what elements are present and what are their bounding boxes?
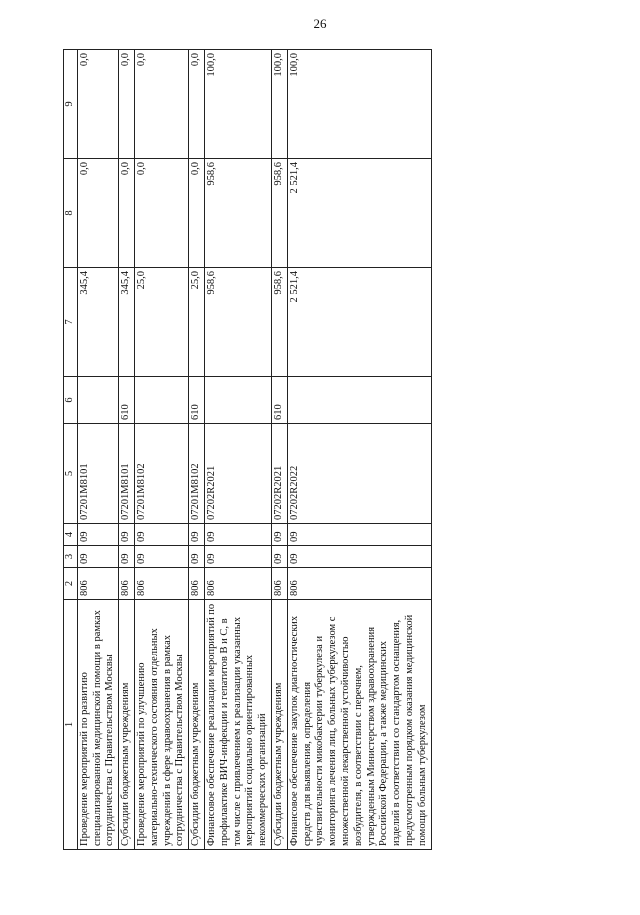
execution-percent: 0,0	[77, 50, 118, 159]
target-article-code: 07201М8102	[134, 424, 188, 524]
column-header: 6	[64, 377, 78, 424]
execution-percent: 0,0	[119, 50, 135, 159]
planned-amount: 2 521,4	[287, 268, 431, 377]
execution-percent: 0,0	[134, 50, 188, 159]
row-description: Субсидии бюджетным учреждениям	[119, 600, 135, 850]
planned-amount: 345,4	[77, 268, 118, 377]
ministry-code: 806	[189, 568, 205, 600]
expense-type-code: 610	[271, 377, 287, 424]
column-header: 3	[64, 546, 78, 568]
section-code: 09	[119, 546, 135, 568]
subsection-code: 09	[189, 524, 205, 546]
expense-type-code	[204, 377, 271, 424]
row-description: Проведение мероприятий по улучшению материально-технического состояния отдельных учреждений в сфере здравоохранения в рамках сотрудничества с Правительством Москвы	[134, 600, 188, 850]
table-row	[134, 50, 188, 850]
row-description: Финансовое обеспечение реализации мероприятий по профилактике ВИЧ-инфекции и гепатитов В и С, в том числе с привлечением к реализации указанных мероприятий социально ориентированных некоммерческих организаций	[204, 600, 271, 850]
expense-type-code: 610	[119, 377, 135, 424]
planned-amount: 958,6	[204, 268, 271, 377]
column-header: 7	[64, 268, 78, 377]
rotated-table-container	[63, 50, 428, 850]
ministry-code: 806	[77, 568, 118, 600]
subsection-code: 09	[77, 524, 118, 546]
target-article-code: 07202R2021	[271, 424, 287, 524]
section-code: 09	[189, 546, 205, 568]
table-row	[287, 50, 431, 850]
subsection-code: 09	[134, 524, 188, 546]
column-header: 8	[64, 159, 78, 268]
section-code: 09	[77, 546, 118, 568]
table-row	[119, 50, 135, 850]
target-article-code: 07202R2021	[204, 424, 271, 524]
target-article-code: 07201М8101	[77, 424, 118, 524]
expense-type-code	[134, 377, 188, 424]
ministry-code: 806	[271, 568, 287, 600]
subsection-code: 09	[119, 524, 135, 546]
row-description: Субсидии бюджетным учреждениям	[189, 600, 205, 850]
ministry-code: 806	[119, 568, 135, 600]
expense-type-code	[77, 377, 118, 424]
planned-amount: 25,0	[189, 268, 205, 377]
subsection-code: 09	[271, 524, 287, 546]
expense-type-code: 610	[189, 377, 205, 424]
planned-amount: 345,4	[119, 268, 135, 377]
execution-percent: 100,0	[204, 50, 271, 159]
column-header: 9	[64, 50, 78, 159]
executed-amount: 0,0	[77, 159, 118, 268]
ministry-code: 806	[204, 568, 271, 600]
executed-amount: 0,0	[119, 159, 135, 268]
column-header: 4	[64, 524, 78, 546]
subsection-code: 09	[204, 524, 271, 546]
budget-table	[63, 49, 432, 850]
executed-amount: 0,0	[134, 159, 188, 268]
ministry-code: 806	[134, 568, 188, 600]
executed-amount: 958,6	[271, 159, 287, 268]
target-article-code: 07202R2022	[287, 424, 431, 524]
section-code: 09	[271, 546, 287, 568]
column-header: 2	[64, 568, 78, 600]
page-number: 26	[313, 16, 327, 31]
row-description: Финансовое обеспечение закупок диагностических средств для выявления, определения чувствительности микобактерии туберкулеза и мониторинга лечения лиц, больных туберкулезом с множественной лекарственной устойчивостью возбудителя, в соответствии с перечнем, утвержденным Министерством здравоохранения Российской Федерации, а также медицинских изделий в соответствии со стандартом оснащения, предусмотренным порядком оказания медицинской помощи больным туберкулезом	[287, 600, 431, 850]
column-header: 1	[64, 600, 78, 850]
section-code: 09	[204, 546, 271, 568]
execution-percent: 0,0	[189, 50, 205, 159]
executed-amount: 2 521,4	[287, 159, 431, 268]
planned-amount: 25,0	[134, 268, 188, 377]
expense-type-code	[287, 377, 431, 424]
header-row	[64, 50, 78, 850]
section-code: 09	[287, 546, 431, 568]
table-row	[271, 50, 287, 850]
target-article-code: 07201М8101	[119, 424, 135, 524]
section-code: 09	[134, 546, 188, 568]
execution-percent: 100,0	[271, 50, 287, 159]
table-row	[204, 50, 271, 850]
planned-amount: 958,6	[271, 268, 287, 377]
target-article-code: 07201М8102	[189, 424, 205, 524]
table-row	[77, 50, 118, 850]
column-header: 5	[64, 424, 78, 524]
ministry-code: 806	[287, 568, 431, 600]
execution-percent: 100,0	[287, 50, 431, 159]
executed-amount: 958,6	[204, 159, 271, 268]
executed-amount: 0,0	[189, 159, 205, 268]
subsection-code: 09	[287, 524, 431, 546]
row-description: Проведение мероприятий по развитию специализированной медицинской помощи в рамках сотрудничества с Правительством Москвы	[77, 600, 118, 850]
row-description: Субсидии бюджетным учреждениям	[271, 600, 287, 850]
table-row	[189, 50, 205, 850]
